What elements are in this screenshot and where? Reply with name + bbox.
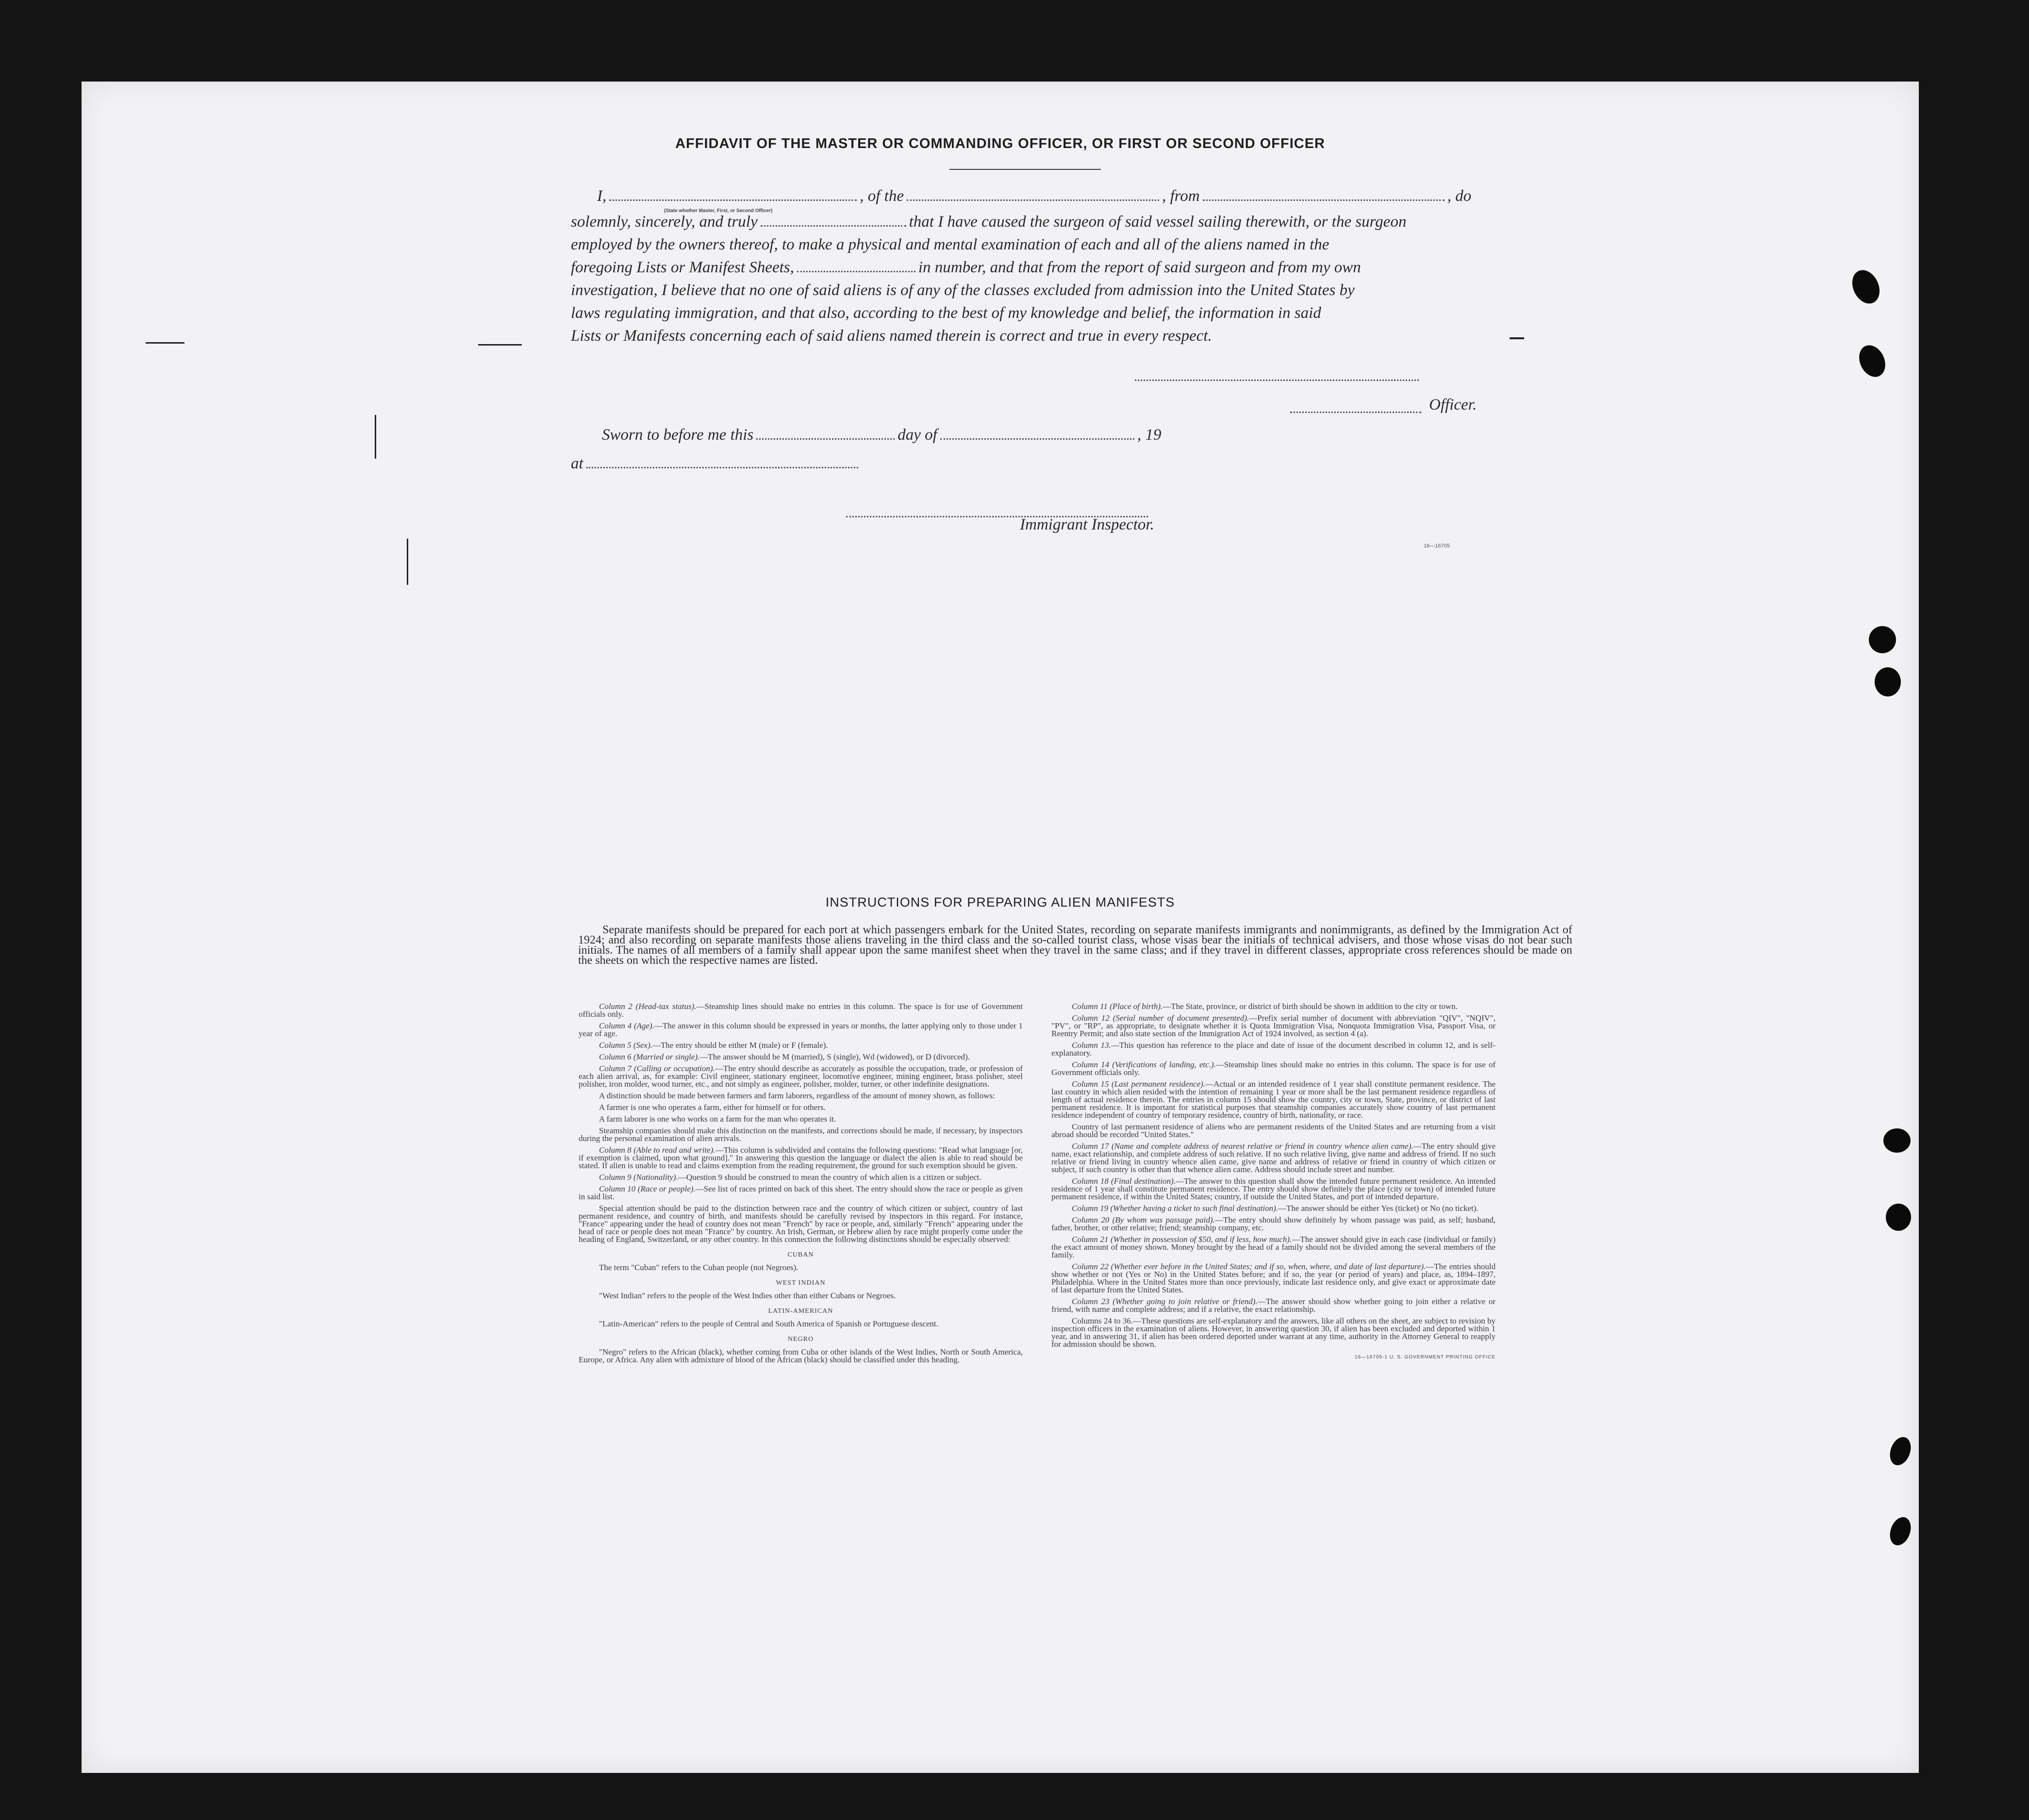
distinction-paragraph: A distinction should be made between farmers and farm laborers, regardless of the amount of money shown, as follows: (599, 1091, 995, 1100)
instructions-title: INSTRUCTIONS FOR PREPARING ALIEN MANIFESTS (825, 895, 1175, 910)
affidavit-text: solemnly, sincerely, and truly (571, 213, 758, 231)
printing-office-line: 16—16705-1 U. S. GOVERNMENT PRINTING OFFICE (1354, 1355, 1496, 1360)
column-12-instruction: Column 12 (Serial number of document presented).—Prefix serial number of document with abbreviation "QIV", "NQIV", "PV", or "RP", as appropriate, to designate whether it is Quota Immigration Visa, Nonquota Immigration Visa, Passport Visa, or Reentry Permit; and also state section of the Immigration Act of 1924 involved, as section 4 (a). (1051, 1013, 1496, 1038)
sworn-place-field[interactable] (586, 467, 858, 468)
column-9-instruction: Column 9 (Nationality).—Question 9 should be construed to mean the country of which alien is a citizen or subject. (599, 1173, 981, 1182)
column-11-instruction: Column 11 (Place of birth).—The State, province, or district of birth should be shown in addition to the city or town. (1072, 1002, 1458, 1011)
officer-rank-note: (State whether Master, First, or Second Officer) (664, 208, 773, 214)
affidavit-line-6: laws regulating immigration, and that also, according to the best of my knowledge and belief, the information in said (571, 304, 1321, 322)
affidavit-line-5: investigation, I believe that no one of said aliens is of any of the classes excluded from admission into the United States by (571, 281, 1355, 299)
binding-hole (1875, 667, 1901, 696)
binding-hole (1869, 626, 1896, 653)
oath-type-field[interactable] (761, 225, 906, 227)
margin-mark (478, 344, 522, 346)
column-5-instruction: Column 5 (Sex).—The entry should be either M (male) or F (female). (599, 1041, 828, 1050)
margin-mark (407, 539, 408, 585)
at-line (571, 455, 861, 473)
inspector-label: Immigrant Inspector. (1020, 516, 1154, 533)
officer-label: Officer. (1429, 396, 1477, 414)
affidavit-text: in number, and that from the report of said surgeon and from my own (918, 259, 1361, 276)
column-6-instruction: Column 6 (Married or single).—The answer should be M (married), S (single), Wd (widowed), or D (divorced). (599, 1052, 970, 1061)
affidavit-text: foregoing Lists or Manifest Sheets, (571, 259, 794, 276)
cuban-heading: CUBAN (787, 1251, 814, 1258)
day-of-label: day of (898, 426, 937, 444)
pronoun-i: I, (597, 187, 607, 205)
column-7-instruction: Column 7 (Calling or occupation).—The entry should describe as accurately as possible the occupation, trade, or profession of each alien arrival, as, for example: Civil engineer, stationary engineer, locomotive engineer, mining engineer, brass polisher, steel polisher, iron molder, wood turner, etc., and not simply as engineer, polisher, molder, turner, or other indefinite designations. (579, 1064, 1023, 1089)
farmer-definition: A farmer is one who operates a farm, either for himself or for others. (599, 1103, 826, 1112)
vessel-name-field[interactable] (907, 199, 1159, 201)
sheet-count-field[interactable] (797, 271, 915, 272)
column-22-instruction: Column 22 (Whether ever before in the United States; and if so, when, where, and date of last departure).—The entries should show whether or not (Yes or No) in the United States before; and if so, the year (or period of years) and place, as, 1894–1897, Philadelphia. Where in the United States more than once previously, indicate last residence only, and give exact or approximate date of last departure from the United States. (1051, 1262, 1496, 1294)
port-field[interactable] (1203, 199, 1445, 201)
title-rule (949, 169, 1101, 170)
form-code: 16—16705 (1424, 543, 1450, 549)
year-prefix-label: , 19 (1137, 426, 1162, 444)
from-label: , from (1162, 187, 1200, 205)
column-19-instruction: Column 19 (Whether having a ticket to such final destination).—The answer should be either Yes (ticket) or No (no ticket). (1072, 1204, 1479, 1213)
sworn-text: Sworn to before me this (602, 426, 754, 444)
negro-definition: "Negro" refers to the African (black), whether coming from Cuba or other islands of the West Indies, North or South America, Europe, or Africa. Any alien with admixture of blood of the African (black) should be classified under this heading. (579, 1347, 1023, 1364)
steamship-paragraph: Steamship companies should make this distinction on the manifests, and corrections should be made, if necessary, by inspectors during the personal examination of alien arrivals. (579, 1126, 1023, 1143)
column-2-instruction: Column 2 (Head-tax status).—Steamship lines should make no entries in this column. The space is for use of Government officials only. (579, 1002, 1023, 1019)
affidavit-line-3: employed by the owners thereof, to make a physical and mental examination of each and all of the aliens named in the (571, 236, 1330, 253)
instructions-intro: Separate manifests should be prepared for each port at which passengers embark for the United States, recording on separate manifests immigrants and nonimmigrants, as defined by the Immigration Act of 1924; and also recording on separate manifests those aliens traveling in the third class and the so-called tourist class, whose visas bear the initials of technical advisers, and those whose visas do not bear such initials. The names of all members of a family shall appear upon the same manifest sheet when they travel in the same class; and if they travel in different classes, appropriate cross references should be made on the sheets on which the respective names are listed. (578, 924, 1572, 967)
latin-american-heading: LATIN-AMERICAN (768, 1307, 833, 1315)
column-21-instruction: Column 21 (Whether in possession of $50, and if less, how much).—The answer should give in each case (individual or family) the exact amount of money shown. Money brought by the head of a family should not be divided among the several members of the family. (1051, 1235, 1496, 1259)
affidavit-line-7: Lists or Manifests concerning each of said aliens named therein is correct and true in every respect. (571, 327, 1212, 345)
affidavit-line-2 (571, 213, 1406, 231)
column-10-instruction: Column 10 (Race or people).—See list of races printed on back of this sheet. The entry should show the race or people as given in said list. (579, 1184, 1023, 1201)
affidavit-line-1 (597, 187, 1471, 205)
negro-heading: NEGRO (787, 1336, 814, 1343)
binding-hole (1883, 1128, 1911, 1153)
margin-mark (146, 342, 184, 344)
manifest-sheet (82, 82, 1919, 1773)
sworn-month-field[interactable] (940, 438, 1134, 440)
officer-rank-field[interactable] (609, 199, 857, 201)
farm-laborer-definition: A farm laborer is one who works on a farm for the man who operates it. (599, 1114, 836, 1124)
column-15-instruction: Column 15 (Last permanent residence).—Actual or an intended residence of 1 year shall constitute permanent residence. The last country in which alien resided with the intention of remaining 1 year or more shall be the last permanent residence regardless of length of actual residence therein. The entries in column 15 should show the country, city or town, State, province, or district of last permanent residence. It is important for statistical purposes that steamship companies accurately show country of last permanent residence independent of country of temporary residence, country of birth, nationality, or race. (1051, 1079, 1496, 1120)
west-indian-definition: "West Indian" refers to the people of the West Indies other than either Cubans or Negroes. (599, 1291, 896, 1300)
affidavit-line-4 (571, 259, 1361, 277)
at-label: at (571, 455, 583, 472)
columns-24-36-instruction: Columns 24 to 36.—These questions are self-explanatory and the answers, like all others on the sheet, are subject to revision by inspection officers in the examination of aliens. However, in answering question 30, if alien has been excluded and deported within 1 year, and in answering 31, if alien has been ordered deported under warrant at any time, authority in the Attorney General to reapply for admission should be shown. (1051, 1316, 1496, 1349)
west-indian-heading: WEST INDIAN (776, 1279, 826, 1287)
column-18-instruction: Column 18 (Final destination).—The answer to this question shall show the intended future permanent residence. An intended residence of 1 year shall constitute permanent residence. The entry should show definitely the place (city or town) of intended future permanent residence, if within the United States; country, if outside the United States, and port of intended departure. (1051, 1176, 1496, 1201)
master-signature-line[interactable] (1135, 380, 1419, 381)
column-17-instruction: Column 17 (Name and complete address of nearest relative or friend in country whence alien came).—The entry should give name, exact relationship, and complete address of such relative. If no such relative living, give name and address of friend. If no such relative or friend living in country whence alien came, give name and address of relative or friend in country of which citizen or subject, if such country is other than that whence alien came. Address should include street and number. (1051, 1142, 1496, 1174)
country-residence-paragraph: Country of last permanent residence of aliens who are permanent residents of the United States and are returning from a visit abroad should be recorded "United States." (1051, 1122, 1496, 1139)
instructions-right-column (1051, 1003, 1496, 1365)
sworn-line (602, 426, 1161, 444)
margin-mark (375, 415, 376, 459)
column-4-instruction: Column 4 (Age).—The answer in this column should be expressed in years or months, the latter applying only to those under 1 year of age. (579, 1021, 1023, 1038)
of-the-label: , of the (860, 187, 904, 205)
column-20-instruction: Column 20 (By whom was passage paid).—The entry should show definitely by whom passage was paid, as self; husband, father, brother, or other relative; friend; steamship company, etc. (1051, 1215, 1496, 1232)
column-13-instruction: Column 13.—This question has reference to the place and date of issue of the document described in column 12, and is self-explanatory. (1051, 1041, 1496, 1058)
margin-mark (1510, 337, 1524, 339)
affidavit-text: that I have caused the surgeon of said vessel sailing therewith, or the surgeon (909, 213, 1407, 231)
sworn-day-field[interactable] (756, 438, 895, 440)
latin-american-definition: "Latin-American" refers to the people of Central and South America of Spanish or Portuguese descent. (599, 1319, 938, 1328)
officer-signature-line[interactable] (1290, 412, 1421, 413)
column-8-instruction: Column 8 (Able to read and write).—This column is subdivided and contains the following questions: "Read what language [or, if exemption is claimed, upon what ground]." In answering this question the language or dialect the alien is able to read should be stated. If alien is unable to read and claims exemption from the reading requirement, the ground for such exemption should be given. (579, 1145, 1023, 1170)
do-label: , do (1447, 187, 1472, 205)
special-attention-paragraph: Special attention should be paid to the distinction between race and the country of which citizen or subject, country of last permanent residence, and country of birth, and manifests should be carefully revised by inspectors in this regard. For instance, "France" appearing under the head of country does not mean "French" by race or people, and, similarly "French" appearing under the head of race or people does not mean "France" by country. An Irish, German, or Hebrew alien by race might properly come under the heading of England, Switzerland, or any other country. In this connection the following distinctions should be especially observed: (579, 1204, 1023, 1244)
affidavit-title: AFFIDAVIT OF THE MASTER OR COMMANDING OFFICER, OR FIRST OR SECOND OFFICER (675, 136, 1325, 151)
column-23-instruction: Column 23 (Whether going to join relative or friend).—The answer should show whether going to join either a relative or friend, with name and complete address; and if a relative, the exact relationship. (1051, 1297, 1496, 1314)
cuban-definition: The term "Cuban" refers to the Cuban people (not Negroes). (599, 1263, 798, 1272)
instructions-left-column (579, 1003, 1023, 1368)
column-14-instruction: Column 14 (Verifications of landing, etc.).—Steamship lines should make no entries in this column. The space is for use of Government officials only. (1051, 1060, 1496, 1077)
binding-hole (1886, 1204, 1911, 1231)
